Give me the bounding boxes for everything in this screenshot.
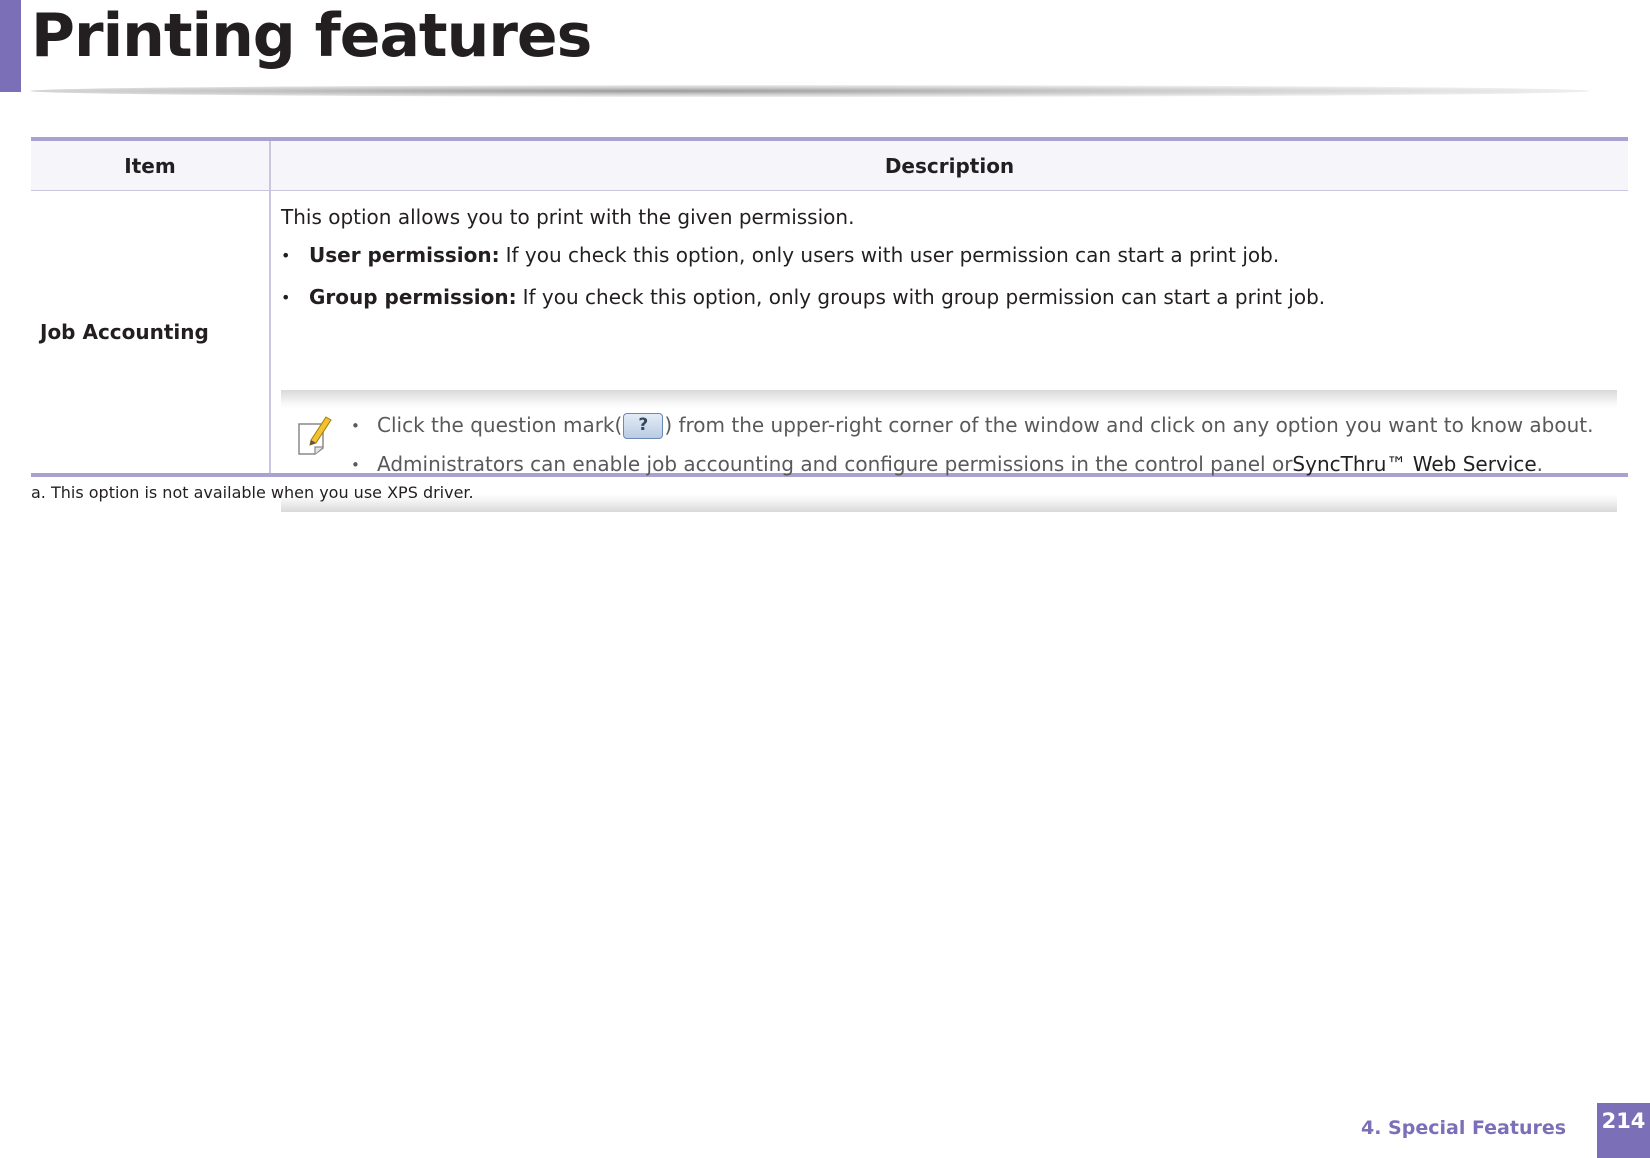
note-text-end: .	[1536, 452, 1544, 476]
table-header-row	[31, 137, 1628, 191]
note-list	[351, 413, 1593, 491]
note-pencil-icon	[295, 412, 335, 456]
syncthru-link[interactable]: SyncThru™ Web Service	[1292, 452, 1537, 476]
bullet-dot: •	[281, 288, 291, 307]
question-glyph: ?	[638, 415, 649, 435]
description-intro: This option allows you to print with the given permission.	[281, 205, 855, 229]
item-cell: Job Accounting	[31, 191, 271, 473]
footer-chapter: 4. Special Features	[1361, 1117, 1567, 1139]
bullet-text: If you check this option, only groups with group permission can start a print job.	[522, 285, 1326, 309]
note-box	[281, 390, 1617, 512]
note-item-help	[351, 413, 1593, 439]
page-title: Printing features	[31, 1, 592, 71]
bullet-user-permission	[281, 243, 1618, 269]
bullet-term: User permission:	[309, 243, 500, 267]
note-top-bar	[281, 390, 1617, 408]
title-divider	[30, 85, 1590, 97]
bullet-group-permission	[281, 285, 1618, 311]
column-header-item: Item	[31, 141, 271, 190]
bullet-dot: •	[351, 456, 360, 474]
note-item-admin	[351, 452, 1593, 478]
bullet-dot: •	[351, 417, 360, 435]
table-row	[31, 191, 1628, 477]
footnote: a. This option is not available when you use XPS driver.	[31, 483, 474, 502]
note-text: Administrators can enable job accounting and configure permissions in the control panel or	[377, 452, 1293, 476]
features-table	[31, 137, 1628, 477]
bullet-dot: •	[281, 246, 291, 265]
description-cell	[271, 191, 1628, 476]
note-text-before: Click the question mark(	[377, 413, 623, 437]
note-bottom-bar	[281, 494, 1617, 512]
note-text-after: ) from the upper-right corner of the window and click on any option you want to know about.	[664, 413, 1594, 437]
title-accent-bar	[0, 0, 21, 92]
page-number: 214	[1597, 1103, 1650, 1158]
column-header-description: Description	[884, 153, 1015, 178]
bullet-term: Group permission:	[309, 285, 517, 309]
bullet-text: If you check this option, only users with user permission can start a print job.	[505, 243, 1280, 267]
question-mark-button-icon	[623, 413, 663, 439]
